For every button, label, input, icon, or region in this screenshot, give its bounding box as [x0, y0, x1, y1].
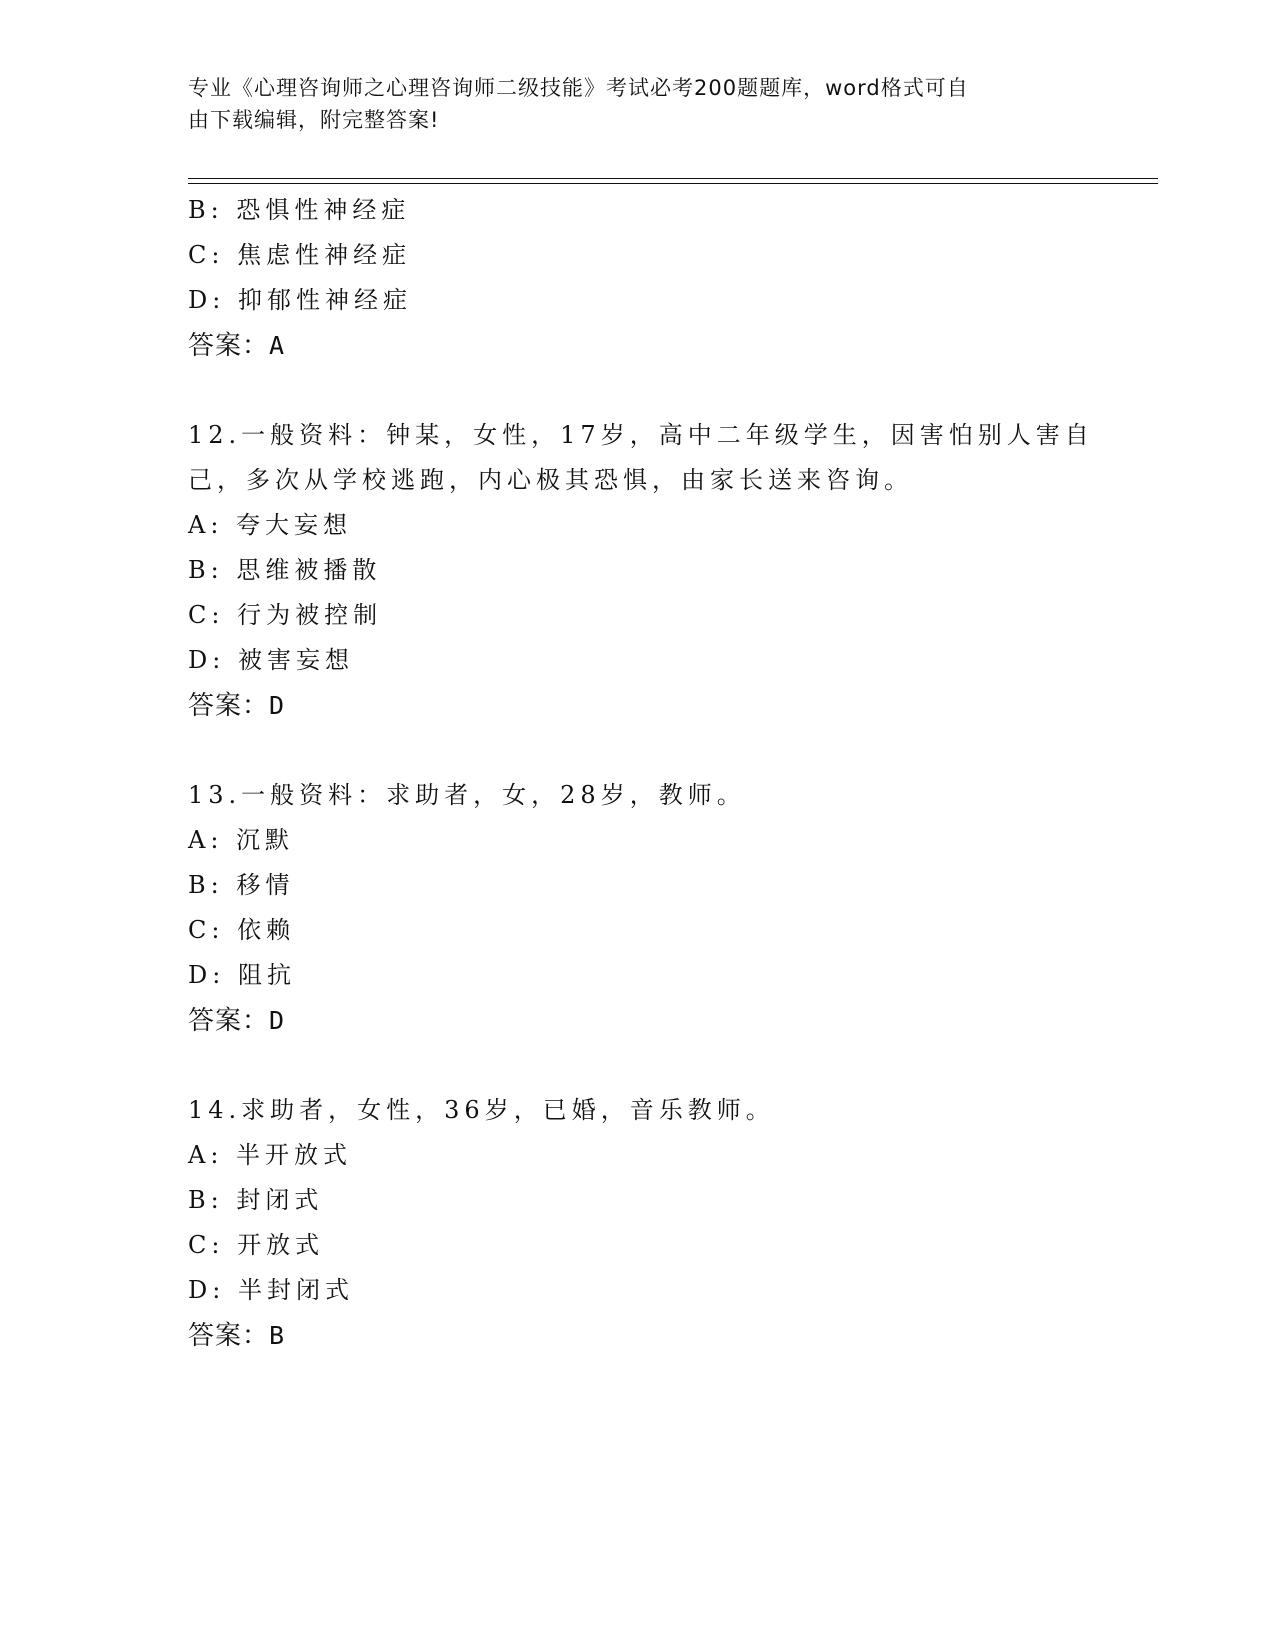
answer-label: 答案： [188, 691, 270, 721]
q12-option-b: B: 思维被播散 [188, 556, 382, 584]
header-divider-top [188, 178, 1158, 179]
q11-answer [188, 331, 285, 361]
answer-label: 答案： [188, 1006, 270, 1036]
q14-stem-line-1: 14.求助者，女性，36岁，已婚，音乐教师。 [188, 1096, 775, 1124]
q11-option-d: D: 抑郁性神经症 [188, 286, 412, 314]
q12-stem-line-1: 12.一般资料：钟某，女性，17岁，高中二年级学生，因害怕别人害自 [188, 421, 1094, 449]
document-header [188, 72, 1068, 136]
header-divider-bottom [188, 183, 1158, 184]
q14-option-d: D: 半封闭式 [188, 1276, 354, 1304]
header-line-1: 专业《心理咨询师之心理咨询师二级技能》考试必考200题题库，word格式可自 [188, 76, 969, 100]
q11-option-c: C: 焦虑性神经症 [188, 241, 412, 269]
header-line-2: 由下载编辑，附完整答案! [188, 108, 440, 132]
answer-label: 答案： [188, 1321, 270, 1351]
q14-option-a: A: 半开放式 [188, 1141, 353, 1169]
q14-option-c: C: 开放式 [188, 1231, 325, 1259]
q12-option-a: A: 夸大妄想 [188, 511, 353, 539]
q12-answer [188, 691, 285, 721]
q12-option-d: D: 被害妄想 [188, 646, 354, 674]
q14-answer [188, 1321, 285, 1351]
answer-value: B [269, 1321, 286, 1350]
q13-option-c: C: 依赖 [188, 916, 296, 944]
answer-value: D [269, 1006, 286, 1035]
q13-option-d: D: 阻抗 [188, 961, 296, 989]
q13-stem-line-1: 13.一般资料：求助者，女，28岁，教师。 [188, 781, 746, 809]
q12-option-c: C: 行为被控制 [188, 601, 383, 629]
q11-option-b: B: 恐惧性神经症 [188, 196, 411, 224]
q13-option-a: A: 沉默 [188, 826, 295, 854]
q12-stem-line-2: 己，多次从学校逃跑，内心极其恐惧，由家长送来咨询。 [188, 466, 913, 494]
answer-label: 答案： [188, 331, 270, 361]
q14-option-b: B: 封闭式 [188, 1186, 324, 1214]
answer-value: A [269, 331, 286, 360]
q13-answer [188, 1006, 285, 1036]
answer-value: D [269, 691, 286, 720]
q13-option-b: B: 移情 [188, 871, 295, 899]
